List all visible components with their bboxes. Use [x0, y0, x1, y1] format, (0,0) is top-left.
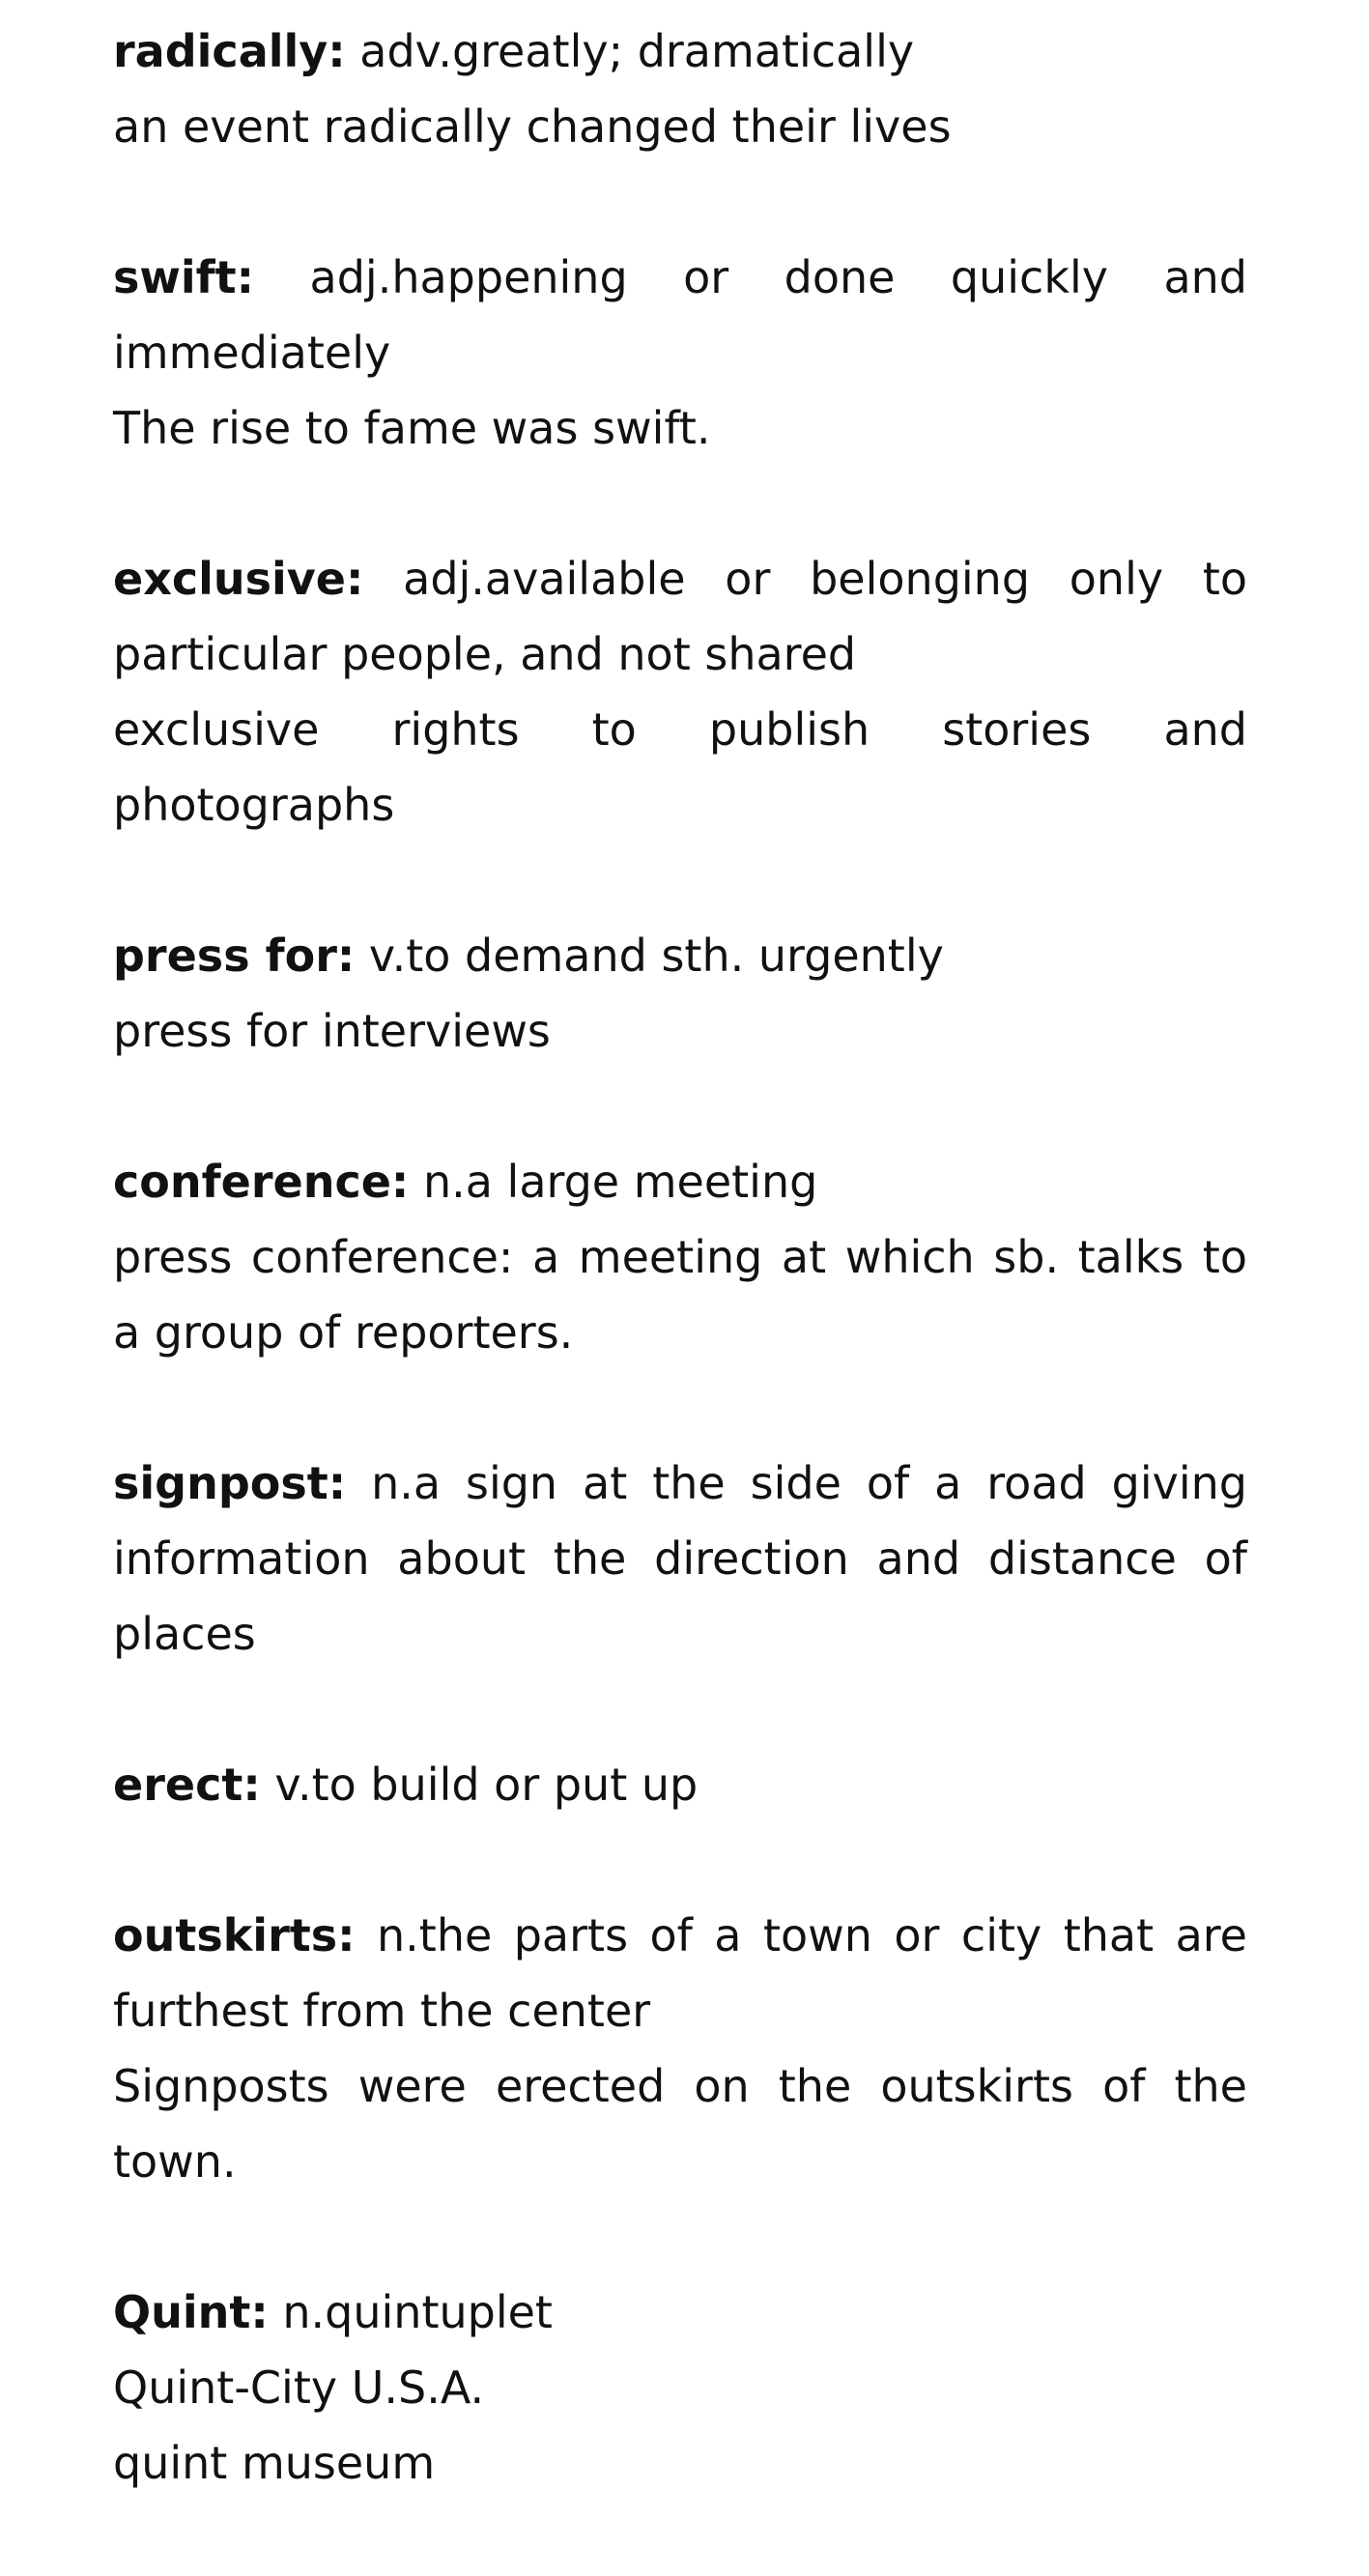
term: signpost: — [113, 1457, 347, 1509]
definition-line — [113, 14, 1247, 89]
term: outskirts: — [113, 1909, 356, 1961]
example: an event radically changed their lives — [113, 100, 952, 153]
example: Quint-City U.S.A. — [113, 2361, 485, 2414]
example: The rise to fame was swift. — [113, 402, 711, 454]
definition-line — [113, 240, 1247, 390]
vocab-entry-press-for — [113, 918, 1247, 1069]
vocab-entry-quint — [113, 2275, 1247, 2501]
definition: adv.greatly; dramatically — [359, 25, 915, 77]
definition-line — [113, 1747, 1247, 1822]
definition: n.quintuplet — [282, 2286, 553, 2338]
term: Quint: — [113, 2286, 269, 2338]
example: press conference: a meeting at which sb. talks to a group of reporters. — [113, 1231, 1247, 1359]
vocab-entry-radically — [113, 14, 1247, 164]
definition-line — [113, 918, 1247, 993]
definition: adj.happening or done quickly and immediately — [113, 251, 1248, 379]
example: press for interviews — [113, 1005, 551, 1057]
vocab-entry-swift — [113, 240, 1247, 466]
example: Signposts were erected on the outskirts of the town. — [113, 2060, 1247, 2188]
definition-line — [113, 541, 1247, 692]
term: exclusive: — [113, 553, 364, 605]
term: erect: — [113, 1759, 261, 1811]
example: quint museum — [113, 2437, 436, 2489]
vocab-entry-outskirts — [113, 1898, 1247, 2199]
definition-line — [113, 1898, 1247, 2048]
definition: n.a large meeting — [422, 1156, 818, 1208]
term: radically: — [113, 25, 346, 77]
vocabulary-page — [113, 14, 1247, 2576]
definition: v.to demand sth. urgently — [368, 930, 944, 982]
definition: adj.available or belonging only to particular people, and not shared — [113, 553, 1247, 680]
vocab-entry-signpost — [113, 1445, 1247, 1672]
definition: n.a sign at the side of a road giving information about the direction and distance of places — [113, 1457, 1247, 1660]
definition-line — [113, 2275, 1247, 2350]
term: conference: — [113, 1156, 410, 1208]
vocab-entry-exclusive — [113, 541, 1247, 843]
definition: n.the parts of a town or city that are furthest from the center — [113, 1909, 1247, 2037]
term: press for: — [113, 930, 356, 982]
definition-line — [113, 1144, 1247, 1219]
vocab-entry-erect — [113, 1747, 1247, 1822]
definition: v.to build or put up — [274, 1759, 699, 1811]
example: exclusive rights to publish stories and photographs — [113, 703, 1247, 831]
term: swift: — [113, 251, 255, 303]
vocab-entry-conference — [113, 1144, 1247, 1370]
definition-line — [113, 1445, 1247, 1672]
